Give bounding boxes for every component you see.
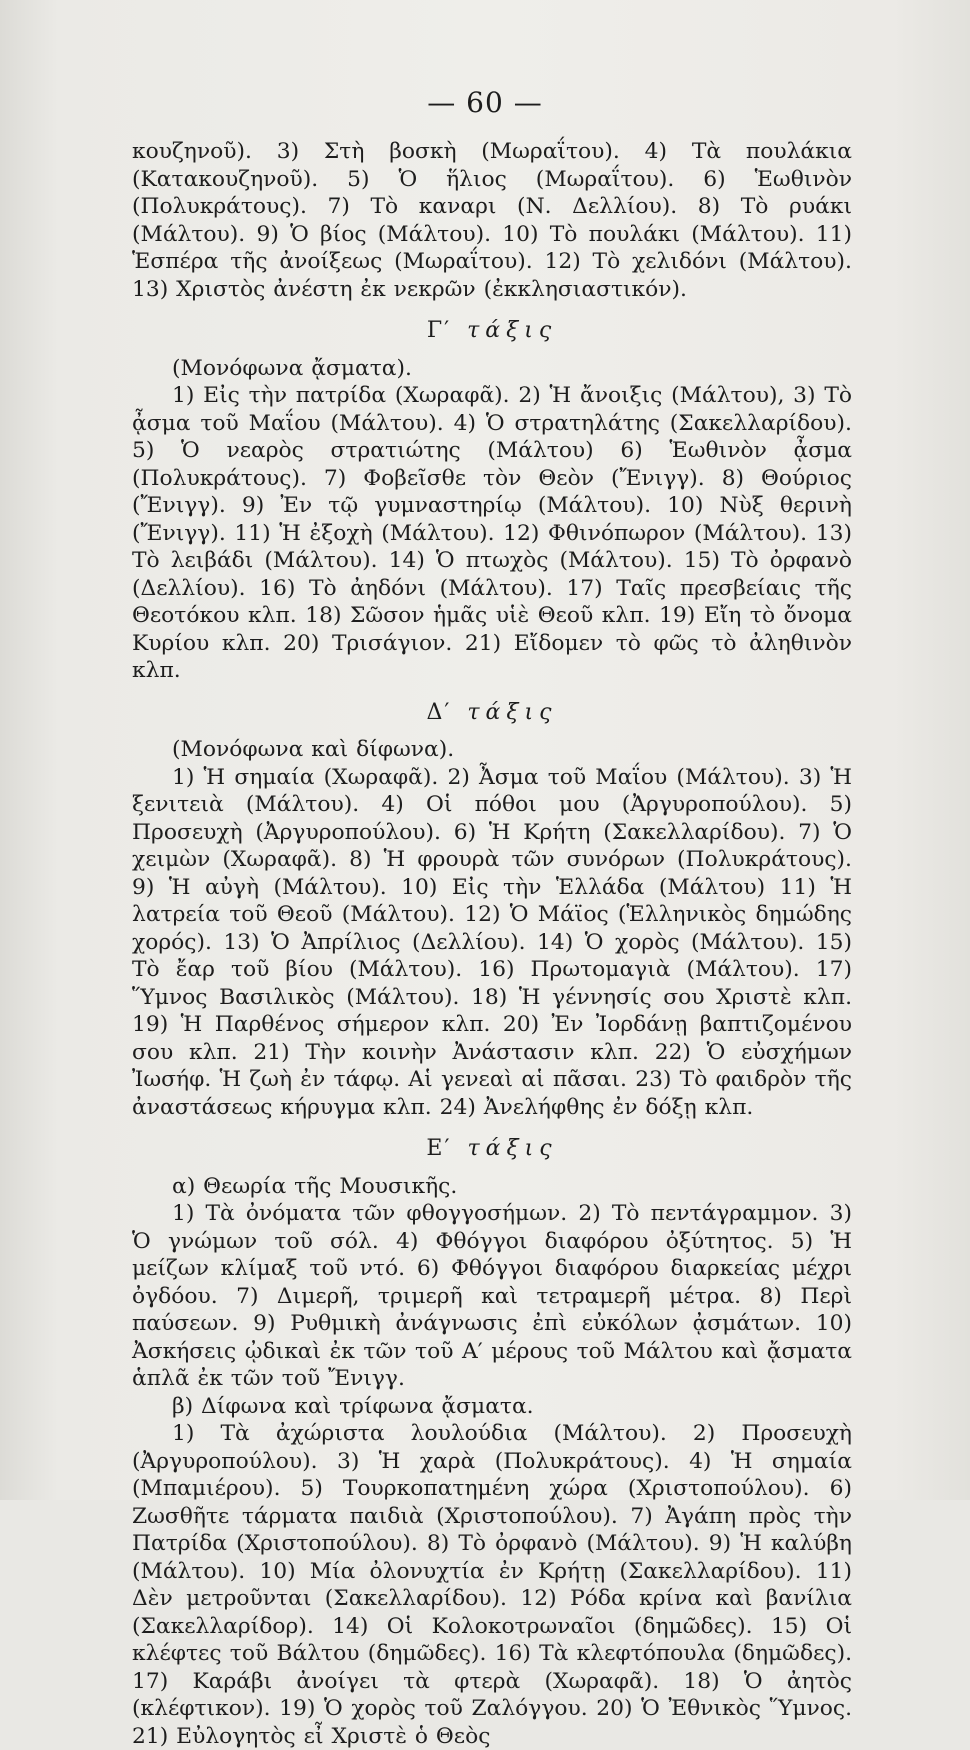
section-subtitle: (Μονόφωνα καὶ δίφωνα). xyxy=(172,737,455,762)
section-body-b: 1) Τὰ ἀχώριστα λουλούδια (Μάλτου). 2) Προσευχὴ (Ἀργυροπούλου). 3) Ἡ χαρὰ (Πολυκράτους). 4) Ἡ σημαία (Μπαμιέρου). 5) Τουρκοπατημένη χώρα (Χριστοπούλου). 6) Ζωσθῆτε τάρματα παιδιὰ (Χριστοπούλου). 7) Ἀγάπη πρὸς τὴν Πατρίδα (Χριστοπούλου). 8) Τὸ ὀρφανὸ (Μάλτου). 9) Ἡ καλύβη (Μάλτου). 10) Μία ὀλονυχτία ἐν Κρήτῃ (Σακελλαρίδου). 11) Δὲν μετροῦνται (Σακελλαρίδου). 12) Ρόδα κρίνα καὶ βανίλια (Σακελλαρίδορ). 14) Οἱ Κολοκοτρωναῖοι (δημῶδες). 15) Οἱ κλέφτες τοῦ Βάλτου (δημῶδες). 16) Τὰ κλεφτόπουλα (δημῶδες). 17) Καράβι ἀνοίγει τὰ φτερὰ (Χωραφᾶ). 18) Ὁ ἀητὸς (κλέφτικον). 19) Ὁ χορὸς τοῦ Ζαλόγγου. 20) Ὁ Ἐθνικὸς Ὕμνος. 21) Εὐλογητὸς εἶ Χριστὲ ὁ Θεὸς xyxy=(132,1421,852,1749)
section-numeral: Γ′ xyxy=(426,318,452,343)
section-heading-g xyxy=(132,317,852,345)
section-numeral: Δ′ xyxy=(426,699,452,725)
section-body: 1) Ἡ σημαία (Χωραφᾶ). 2) Ἆσμα τοῦ Μαΐου (Μάλτου). 3) Ἡ ξενιτειὰ (Μάλτου). 4) Οἱ πόθοι μου (Ἀργυροπούλου). 5) Προσευχὴ (Ἀργυροπούλου). 6) Ἡ Κρήτη (Σακελλαρίδου). 7) Ὁ χειμὼν (Χωραφᾶ). 8) Ἡ φρουρὰ τῶν συνόρων (Πολυκράτους). 9) Ἡ αὐγὴ (Μάλτου). 10) Εἰς τὴν Ἑλλάδα (Μάλτου) 11) Ἡ λατρεία τοῦ Θεοῦ (Μάλτου). 12) Ὁ Μάϊος (Ἑλληνικὸς δημώδης χορός). 13) Ὁ Ἀπρίλιος (Δελλίου). 14) Ὁ χορὸς (Μάλτου). 15) Τὸ ἔαρ τοῦ βίου (Μάλτου). 16) Πρωτομαγιὰ (Μάλτου). 17) Ὕμνος Βασιλικὸς (Μάλτου). 18) Ἡ γέννησίς σου Χριστὲ κλπ. 19) Ἡ Παρθένος σήμερον κλπ. 20) Ἐν Ἰορδάνῃ βαπτιζομένου σου κλπ. 21) Τὴν κοινὴν Ἀνάστασιν κλπ. 22) Ὁ εὐσχήμων Ἰωσήφ. Ἡ ζωὴ ἐν τάφῳ. Αἱ γενεαὶ αἱ πᾶσαι. 23) Τὸ φαιδρὸν τῆς ἀναστάσεως κήρυγμα κλπ. 24) Ἀνελήφθης ἐν δόξῃ κλπ. xyxy=(132,764,852,1120)
section-heading-d xyxy=(132,699,852,727)
page-number: — 60 — xyxy=(427,86,543,119)
section-body: 1) Τὰ ὀνόματα τῶν φθογγοσήμων. 2) Τὸ πεντάγραμμον. 3) Ὁ γνώμων τοῦ σόλ. 4) Φθόγγοι διαφόρου ὀξύτητος. 5) Ἡ μείζων κλίμαξ τοῦ ντό. 6) Φθόγγοι διαφόρου διαρκείας μέχρι ὀγδόου. 7) Διμερῆ, τριμερῆ καὶ τετραμερῆ μέτρα. 8) Περὶ παύσεων. 9) Ρυθμικὴ ἀνάγνωσις ἐπὶ εὐκόλων ᾀσμάτων. 10) Ἀσκήσεις ᾠδικαὶ ἐκ τῶν τοῦ Α′ μέρους τοῦ Μάλτου καὶ ᾄσματα ἁπλᾶ ἐκ τῶν τοῦ Ἔνιγγ. xyxy=(132,1201,852,1391)
section-heading-e xyxy=(132,1135,852,1163)
section-title: τάξις xyxy=(467,318,558,343)
section-title: τάξις xyxy=(467,699,558,725)
page-text xyxy=(132,138,852,1750)
section-subtitle: α) Θεωρία τῆς Μουσικῆς. xyxy=(172,1173,458,1199)
section-subtitle: (Μονόφωνα ᾄσματα). xyxy=(172,355,412,381)
section-title: τάξις xyxy=(467,1136,558,1161)
intro-paragraph: κουζηνοῦ). 3) Στὴ βοσκὴ (Μωραΐτου). 4) Τὰ πουλάκια (Κατακουζηνοῦ). 5) Ὁ ἥλιος (Μωραΐτου). 6) Ἑωθινὸν (Πολυκράτους). 7) Τὸ καναρι (Ν. Δελλίου). 8) Τὸ ρυάκι (Μάλτου). 9) Ὁ βίος (Μάλτου). 10) Τὸ πουλάκι (Μάλτου). 11) Ἑσπέρα τῆς ἀνοίξεως (Μωραΐτου). 12) Τὸ χελιδόνι (Μάλτου). 13) Χριστὸς ἀνέστη ἐκ νεκρῶν (ἐκκλησιαστικόν). xyxy=(132,139,852,302)
section-body: 1) Εἰς τὴν πατρίδα (Χωραφᾶ). 2) Ἡ ἄνοιξις (Μάλτου), 3) Τὸ ᾆσμα τοῦ Μαΐου (Μάλτου). 4) Ὁ στρατηλάτης (Σακελλαρίδου). 5) Ὁ νεαρὸς στρατιώτης (Μάλτου) 6) Ἑωθινὸν ᾆσμα (Πολυκράτους). 7) Φοβεῖσθε τὸν Θεὸν (Ἔνιγγ). 8) Θούριος (Ἔνιγγ). 9) Ἐν τῷ γυμναστηρίῳ (Μάλτου). 10) Νὺξ θερινὴ (Ἔνιγγ). 11) Ἡ ἐξοχὴ (Μάλτου). 12) Φθινόπωρον (Μάλτου). 13) Τὸ λειβάδι (Μάλτου). 14) Ὁ πτωχὸς (Μάλτου). 15) Τὸ ὀρφανὸ (Δελλίου). 16) Τὸ ἀηδόνι (Μάλτου). 17) Ταῖς πρεσβείαις τῆς Θεοτόκου κλπ. 18) Σῶσον ἡμᾶς υἱὲ Θεοῦ κλπ. 19) Εἴη τὸ ὄνομα Κυρίου κλπ. 20) Τρισάγιον. 21) Εἴδομεν τὸ φῶς τὸ ἀληθινὸν κλπ. xyxy=(132,383,852,683)
section-numeral: Ε′ xyxy=(426,1136,452,1161)
section-subtitle-b: β) Δίφωνα καὶ τρίφωνα ᾄσματα. xyxy=(172,1393,534,1419)
